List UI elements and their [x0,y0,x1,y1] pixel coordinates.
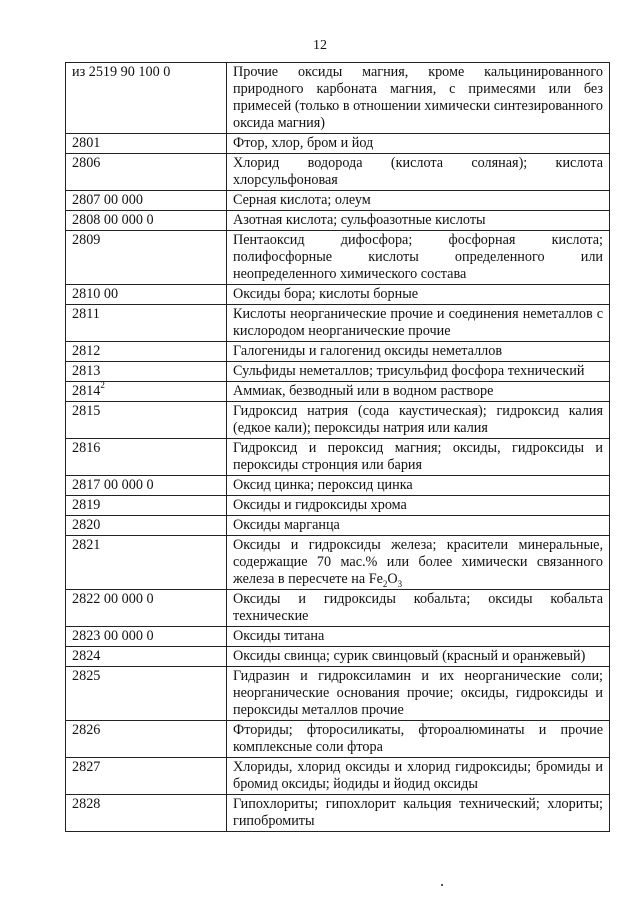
description-cell: Гидроксид натрия (сода каустическая); гидроксид калия (едкое кали); пероксиды натрия или калия [227,402,610,439]
code-cell: 2819 [66,496,227,516]
table-row [66,647,610,667]
code-cell: 2828 [66,795,227,832]
table-row [66,63,610,134]
code-cell: 2801 [66,134,227,154]
description-cell: Оксиды бора; кислоты борные [227,285,610,305]
description-cell: Оксиды и гидроксиды кобальта; оксиды кобальта технические [227,590,610,627]
table-row [66,342,610,362]
table-row [66,667,610,721]
code-cell: 2815 [66,402,227,439]
code-cell: 2825 [66,667,227,721]
code-cell: 2823 00 000 0 [66,627,227,647]
table-row [66,536,610,590]
code-cell: 2809 [66,231,227,285]
table-row [66,590,610,627]
code-cell: 2806 [66,154,227,191]
table-row [66,154,610,191]
description-cell: Хлориды, хлорид оксиды и хлорид гидроксиды; бромиды и бромид оксиды; йодиды и йодид оксиды [227,758,610,795]
table-row [66,795,610,832]
code-cell: 2812 [66,342,227,362]
table-row [66,134,610,154]
description-cell: Гидроксид и пероксид магния; оксиды, гидроксиды и пероксиды стронция или бария [227,439,610,476]
code-cell: 2810 00 [66,285,227,305]
description-cell: Гипохлориты; гипохлорит кальция технический; хлориты; гипобромиты [227,795,610,832]
description-cell: Серная кислота; олеум [227,191,610,211]
code-cell: 2820 [66,516,227,536]
table-row [66,285,610,305]
description-cell: Оксиды и гидроксиды хрома [227,496,610,516]
description-cell: Кислоты неорганические прочие и соединения неметаллов с кислородом неорганические прочие [227,305,610,342]
formula-subscript: 3 [397,578,403,589]
description-cell: Фтор, хлор, бром и йод [227,134,610,154]
code-text: 2814 [72,383,101,399]
description-cell: Хлорид водорода (кислота соляная); кислота хлорсульфоновая [227,154,610,191]
code-cell: 2816 [66,439,227,476]
table-row [66,191,610,211]
description-text: Оксиды и гидроксиды железа; красители минеральные, содержащие 70 мас.% или более химически связанного железа в пересчете на Fe [233,537,603,587]
description-cell: Аммиак, безводный или в водном растворе [227,382,610,402]
table-row [66,439,610,476]
code-cell: 2821 [66,536,227,590]
description-cell: Галогениды и галогенид оксиды неметаллов [227,342,610,362]
description-cell: Оксиды свинца; сурик свинцовый (красный и оранжевый) [227,647,610,667]
code-cell: 2826 [66,721,227,758]
code-cell: 2822 00 000 0 [66,590,227,627]
code-cell: из 2519 90 100 0 [66,63,227,134]
code-cell: 2827 [66,758,227,795]
code-superscript: 2 [100,380,105,391]
table-row [66,231,610,285]
description-cell: Прочие оксиды магния, кроме кальцинированного природного карбоната магния, с примесями или без примесей (только в отношении химически синтезированного оксида магния) [227,63,610,134]
description-cell: Пентаоксид дифосфора; фосфорная кислота; полифосфорные кислоты определенного или неопределенного химического состава [227,231,610,285]
description-cell: Оксиды титана [227,627,610,647]
code-cell: 2824 [66,647,227,667]
table-row [66,211,610,231]
description-cell: Фториды; фторосиликаты, фтороалюминаты и прочие комплексные соли фтора [227,721,610,758]
table-row [66,305,610,342]
description-cell: Сульфиды неметаллов; трисульфид фосфора технический [227,362,610,382]
description-cell: Оксиды марганца [227,516,610,536]
table-row [66,721,610,758]
table-row [66,382,610,402]
code-cell: 2808 00 000 0 [66,211,227,231]
table-row [66,476,610,496]
table-row [66,402,610,439]
description-cell: Азотная кислота; сульфоазотные кислоты [227,211,610,231]
code-cell: 2811 [66,305,227,342]
code-cell: 2817 00 000 0 [66,476,227,496]
table-row [66,758,610,795]
commodity-code-table [65,62,610,832]
table-row [66,496,610,516]
table-row [66,627,610,647]
code-cell [66,382,227,402]
description-cell [227,536,610,590]
code-cell: 2813 [66,362,227,382]
code-cell: 2807 00 000 [66,191,227,211]
table-row [66,362,610,382]
formula-element: O [387,571,398,587]
table-row [66,516,610,536]
scan-speck [441,884,443,886]
description-cell: Гидразин и гидроксиламин и их неорганические соли; неорганические основания прочие; оксиды, гидроксиды и пероксиды металлов прочие [227,667,610,721]
description-cell: Оксид цинка; пероксид цинка [227,476,610,496]
formula-subscript: 2 [382,578,388,589]
page-number: 12 [313,38,327,53]
